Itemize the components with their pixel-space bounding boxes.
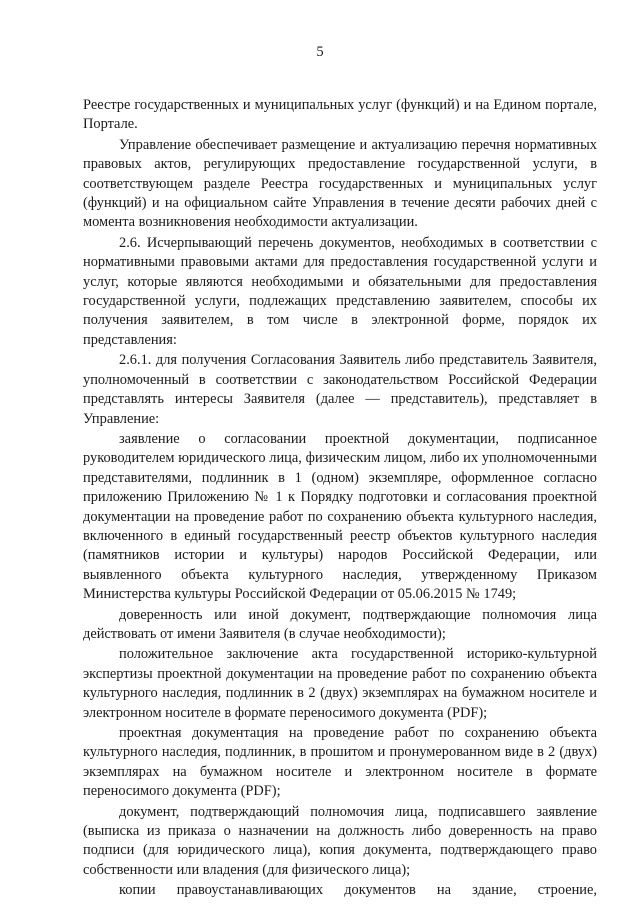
paragraph-section-2-6-1: 2.6.1. для получения Согласования Заявитель либо представитель Заявителя, уполномоченный в соответствии с законодательством Российской Федерации представлять интересы Заявителя (далее — представитель), представляет в Управление:	[83, 352, 597, 427]
list-item-title-documents: копии правоустанавливающих документов на здание, строение,	[119, 882, 597, 899]
document-body	[83, 96, 597, 902]
paragraph-management-duty: Управление обеспечивает размещение и актуализацию перечня нормативных правовых актов, регулирующих предоставление государственной услуги, в соответствующем разделе Реестра государственных и муниципальных услуг (функций) и на официальном сайте Управления в течение десяти рабочих дней с момента возникновения необходимости актуализации.	[83, 136, 597, 231]
list-item-power-of-attorney: доверенность или иной документ, подтверждающие полномочия лица действовать от имени Заявителя (в случае необходимости);	[83, 606, 597, 642]
list-item-authority-document: документ, подтверждающий полномочия лица, подписавшего заявление (выписка из приказа о назначении на должность либо доверенность на право подписи (для юридического лица), копия документа, подтверждающего право собственности или владения (для физического лица);	[83, 803, 597, 878]
page-number: 5	[316, 44, 324, 60]
list-item-expert-conclusion: положительное заключение акта государственной историко-культурной экспертизы проектной документации на проведение работ по сохранению объекта культурного наследия, подлинник в 2 (двух) экземплярах на бумажном носителе и электронном носителе в формате переносимого документа (PDF);	[83, 646, 597, 721]
paragraph-continuation: Реестре государственных и муниципальных услуг (функций) и на Едином портале, Портале.	[83, 97, 597, 133]
list-item-application: заявление о согласовании проектной документации, подписанное руководителем юридического лица, физическим лицом, либо их уполномоченными представителями, подлинник в 1 (одном) экземпляре, оформленное согласно приложению Приложению № 1 к Порядку подготовки и согласования проектной документации на проведение работ по сохранению объекта культурного наследия, включенного в единый государственный реестр объектов культурного наследия (памятников истории и культуры) народов Российской Федерации, или выявленного объекта культурного наследия, утвержденному Приказом Министерства культуры Российской Федерации от 05.06.2015 № 1749;	[83, 430, 597, 603]
list-item-project-documentation: проектная документация на проведение работ по сохранению объекта культурного наследия, подлинник, в прошитом и пронумерованном виде в 2 (двух) экземплярах на бумажном носителе и электронном носителе в формате переносимого документа (PDF);	[83, 725, 597, 800]
paragraph-section-2-6: 2.6. Исчерпывающий перечень документов, необходимых в соответствии с нормативными правовыми актами для предоставления государственной услуги и услуг, которые являются необходимыми и обязательными для предоставления государственной услуги, подлежащих представлению заявителем, способы их получения заявителем, в том числе в электронной форме, порядок их представления:	[83, 234, 597, 348]
